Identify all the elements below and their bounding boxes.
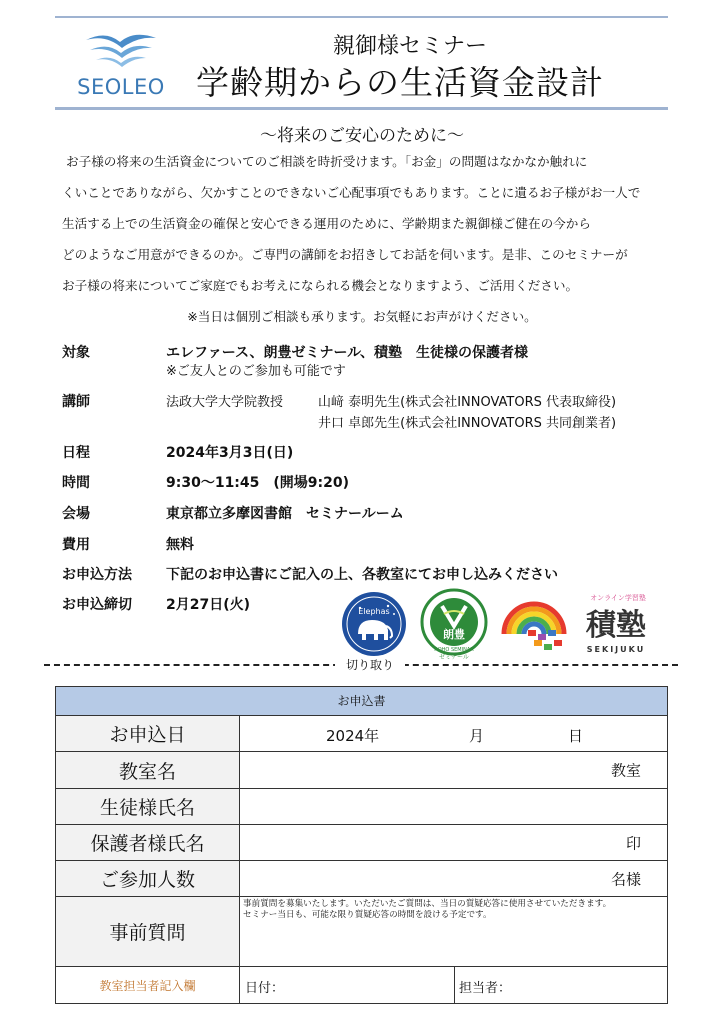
rouhou-logo [420,588,488,660]
guardian-name-field[interactable] [240,825,667,860]
question-note-1: 事前質問を募集いたします。いただいたご質問は、当日の質疑応答に使用させていただきます。 [243,899,612,909]
question-field[interactable] [240,897,667,966]
seoleo-logo [68,28,174,98]
title-rule [55,107,668,110]
guardian-name-label: 保護者様氏名 [56,825,240,860]
date-month: 月 [469,727,485,745]
intro-line: お子様の将来についてご家庭でもお考えになられる機会となりますよう、ご活用ください。 [62,278,579,293]
classroom-field[interactable] [240,752,667,788]
classroom-label: 教室名 [56,752,240,788]
top-rule [55,16,668,18]
fee-label: 費用 [62,537,90,553]
staff-label-text: 教室担当者記入欄 [99,978,196,993]
date-value: 2024年3月3日(日) [166,445,294,461]
apply-method-value: 下記のお申込書にご記入の上、各教室にてお申し込みください [166,567,558,583]
form-title: お申込書 [56,687,667,716]
elephas-text: Elephas [358,607,390,616]
staff-section-label [56,967,240,1003]
rouhou-sub: ゼミナール [439,654,469,660]
lecturer-1: 山﨑 泰明先生(株式会社INNOVATORS 代表取締役) [318,395,617,410]
date-year: 2024年 [326,727,380,745]
lecturer-label: 講師 [62,394,90,410]
form-row-attendees [56,861,667,897]
staff-person-field[interactable]: 担当者： [459,981,512,996]
seal-mark: 印 [625,834,641,852]
form-row-classroom [56,752,667,789]
target-label: 対象 [62,345,90,361]
rouhou-text: 朗豊 [443,628,465,641]
form-row-date [56,716,667,752]
sekijuku-kana: オンライン学習塾 [590,594,646,602]
question-label: 事前質問 [56,897,240,966]
target-note: ※ご友人とのご参加も可能です [166,364,346,379]
application-date-label: お申込日 [56,716,240,751]
intro-line: お子様の将来の生活資金についてのご相談を時折受けます。「お金」の問題はなかなか触れに [66,154,588,169]
question-note-2: セミナー当日も、可能な限り質疑応答の時間を設ける予定です。 [243,910,492,920]
logo-text: SEOLEO [77,75,165,99]
staff-divider [454,967,455,1003]
form-row-question [56,897,667,967]
wave-icon [68,28,174,76]
sekijuku-roman: SEKIJUKU [586,645,646,654]
consultation-note: ※当日は個別ご相談も承ります。お気軽にお声がけください。 [187,309,537,324]
page-title: 学齢期からの生活資金設計 [196,63,604,102]
date-label: 日程 [62,445,90,461]
classroom-suffix: 教室 [610,761,641,780]
student-name-field[interactable] [240,789,667,824]
form-row-staff [56,967,667,1003]
staff-date-field[interactable]: 日付： [245,981,285,996]
target-value: エレファース、朗豊ゼミナール、積塾 生徒様の保護者様 [166,345,529,361]
sekijuku-name: 積塾 [586,608,646,643]
elephas-logo [340,590,408,658]
lecturer-2: 井口 卓郎先生(株式会社INNOVATORS 共同創業者) [318,416,617,431]
attendees-suffix: 名様 [610,870,641,888]
form-row-student [56,789,667,825]
staff-fields [240,967,667,1003]
intro-line: 生活する上での生活資金の確保と安心できる運用のために、学齢期また親御様ご健在の今から [62,216,591,231]
deadline-label: お申込締切 [62,597,132,613]
attendees-field[interactable] [240,861,667,896]
venue-value: 東京都立多摩図書館 セミナールーム [166,506,404,522]
form-row-guardian [56,825,667,861]
cut-label: 切り取り [335,656,405,673]
deadline-value: 2月27日(火) [166,597,251,613]
fee-value: 無料 [166,537,194,553]
time-value: 9:30～11:45 (開場9:20) [166,475,350,491]
attendees-label: ご参加人数 [56,861,240,896]
intro-line: くいことでありながら、欠かすことのできないご心配事項でもあります。ことに遺るお子様がお一人で [62,185,641,200]
application-form [55,686,668,1004]
application-date-field[interactable] [240,716,667,751]
tagline: ～将来のご安心のために～ [260,126,464,146]
sekijuku-logo [500,590,668,660]
rouhou-ring-text: ROHO SEMINAR [434,647,474,653]
time-label: 時間 [62,475,90,491]
venue-label: 会場 [62,506,90,522]
apply-method-label: お申込方法 [62,567,132,583]
student-name-label: 生徒様氏名 [56,789,240,824]
seminar-subtitle: 親御様セミナー [333,34,488,59]
intro-line: どのようなご用意ができるのか。ご専門の講師をお招きしてお話を伺います。是非、このセミナーが [62,247,628,262]
date-day: 日 [568,727,584,745]
lecturer-affiliation: 法政大学大学院教授 [166,395,284,410]
